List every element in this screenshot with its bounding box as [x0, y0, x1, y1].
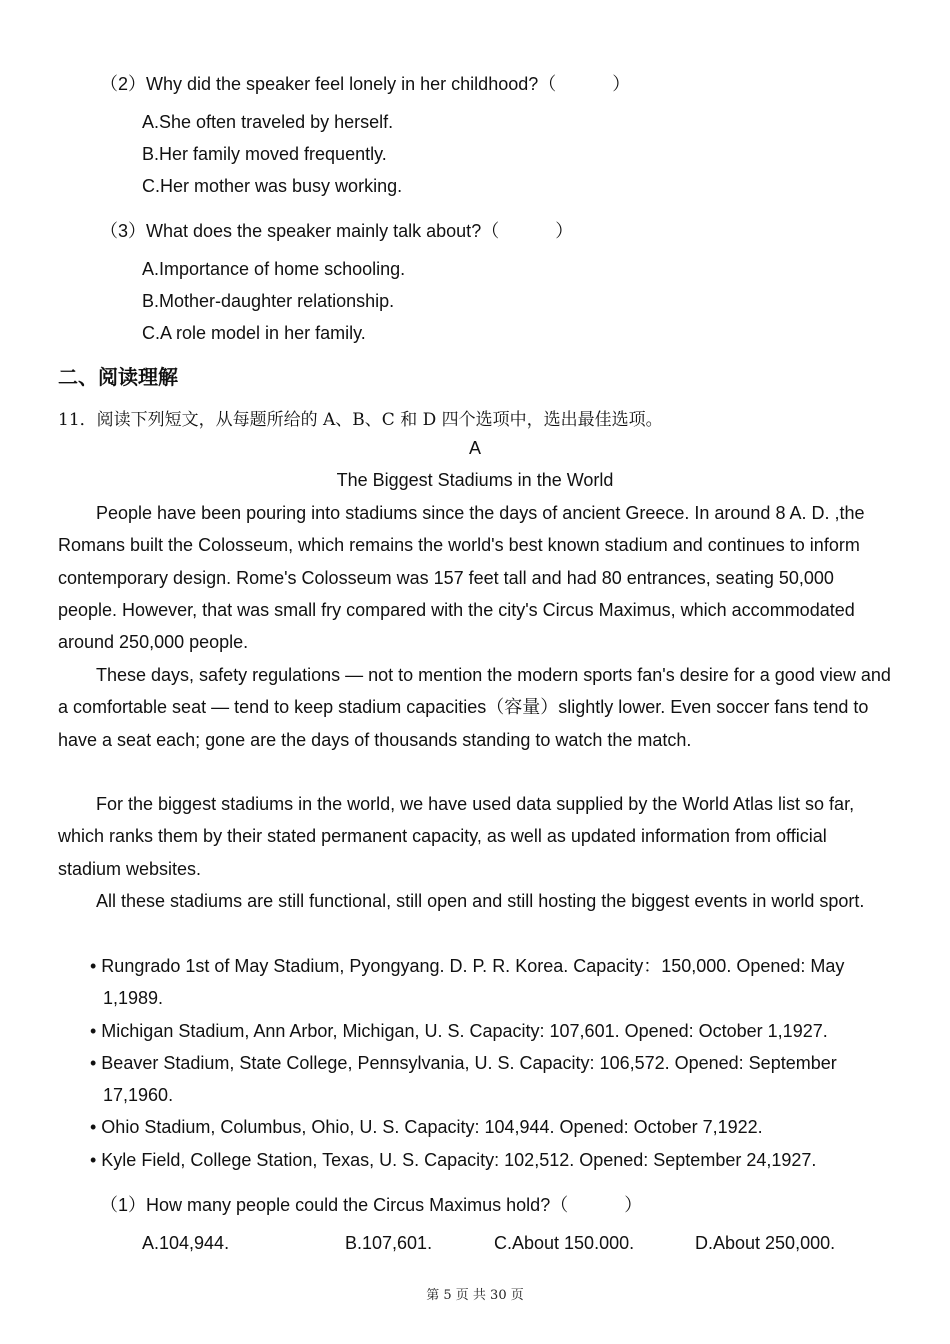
passage-paragraph-2: These days, safety regulations — not to mention the modern sports fan's desire for a good view and a comfortable seat — tend to keep stadium capacities（容量）slightly lower. Even soccer fans tend to have a seat each; gone are the days of thousands standing to watch the match.: [58, 665, 891, 750]
page-footer: 第 5 页 共 30 页: [426, 1288, 524, 1303]
list-item: • Kyle Field, College Station, Texas, U. S. Capacity: 102,512. Opened: September 24,1927.: [90, 1149, 817, 1170]
reading-instruction: 11．阅读下列短文，从每题所给的 A、B、C 和 D 四个选项中，选出最佳选项。: [58, 410, 663, 430]
list-item: • Ohio Stadium, Columbus, Ohio, U. S. Capacity: 104,944. Opened: October 7,1922.: [90, 1117, 763, 1138]
passage-paragraph-1: People have been pouring into stadiums since the days of ancient Greece. In around 8 A. D. ,the Romans built the Colosseum, which remains the world's best known stadium and continues to inform contemporary design. Rome's Colosseum was 157 feet tall and had 80 entrances, seating 50,000 people. However, that was small fry compared with the city's Circus Maximus, which accommodated around 250,000 people.: [58, 503, 865, 653]
question-3-option-b: B.Mother-daughter relationship.: [142, 291, 395, 311]
question-3-option-a: A.Importance of home schooling.: [142, 259, 406, 279]
question-1-option-a: A.104,944.: [142, 1233, 230, 1253]
question-2-stem: （2）Why did the speaker feel lonely in her childhood?（ ）: [100, 74, 631, 94]
list-item: • Michigan Stadium, Ann Arbor, Michigan, U. S. Capacity: 107,601. Opened: October 1,1927.: [90, 1020, 828, 1041]
question-2-option-c: C.Her mother was busy working.: [142, 176, 403, 196]
list-item: • Rungrado 1st of May Stadium, Pyongyang. D. P. R. Korea. Capacity：150,000. Opened: May 1,1989.: [90, 956, 845, 1009]
question-1-stem: （1）How many people could the Circus Maximus hold?（ ）: [100, 1195, 643, 1215]
question-2-option-a: A.She often traveled by herself.: [142, 112, 394, 132]
stadium-list: [90, 950, 890, 1176]
passage-paragraph-4: All these stadiums are still functional, still open and still hosting the biggest events in world sport.: [96, 891, 865, 911]
question-3-stem: （3）What does the speaker mainly talk about?（ ）: [100, 221, 574, 241]
question-3-option-c: C.A role model in her family.: [142, 323, 366, 343]
list-item: • Beaver Stadium, State College, Pennsylvania, U. S. Capacity: 106,572. Opened: September 17,1960.: [90, 1052, 837, 1106]
question-1-option-d: D.About 250,000.: [695, 1233, 836, 1253]
passage-label: A: [468, 438, 481, 458]
question-1-option-b: B.107,601.: [345, 1233, 433, 1253]
section-heading: 二、阅读理解: [58, 365, 178, 389]
passage-paragraph-3: For the biggest stadiums in the world, we have used data supplied by the World Atlas list so far, which ranks them by their stated permanent capacity, as well as updated information from official stadium websites.: [58, 794, 855, 879]
passage-title: The Biggest Stadiums in the World: [336, 470, 614, 490]
question-2-option-b: B.Her family moved frequently.: [142, 144, 387, 164]
question-1-option-c: C.About 150.000.: [494, 1233, 635, 1253]
